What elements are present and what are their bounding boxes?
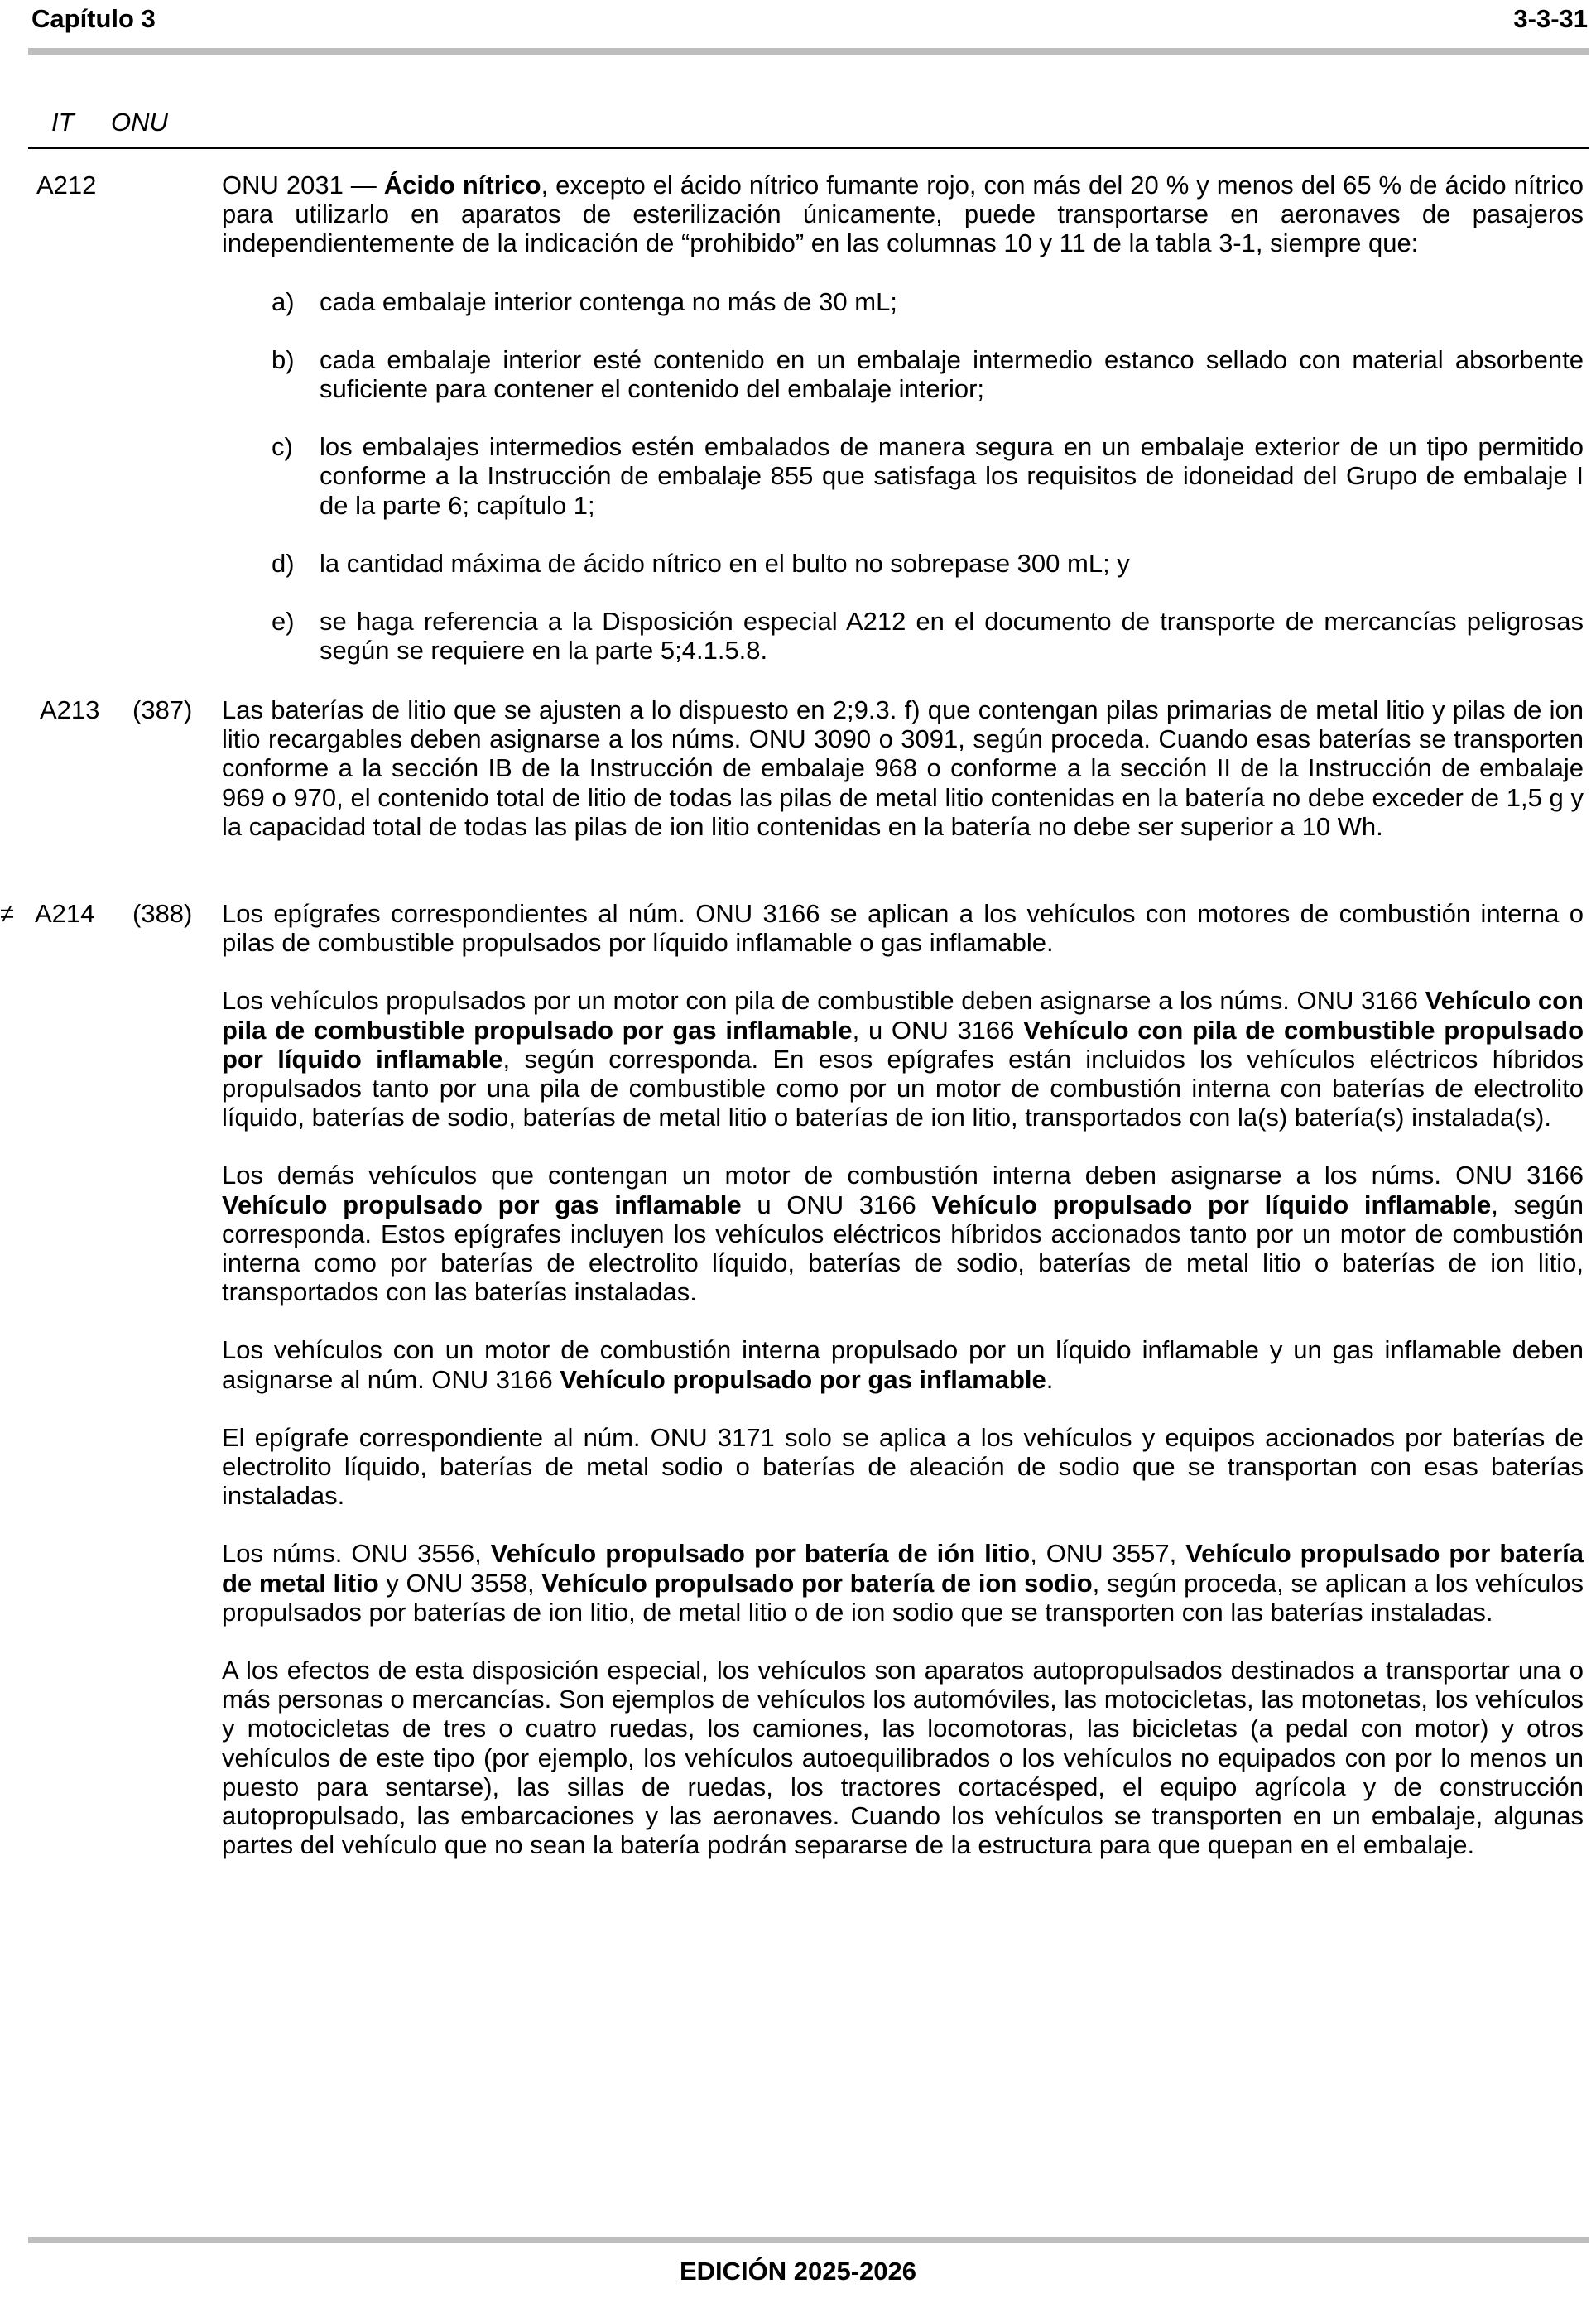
provision-code: A212 (36, 171, 97, 200)
un-number: (388) (132, 899, 193, 928)
paragraph: Los vehículos propulsados por un motor con pila de combustible deben asignarse a los núms. ONU 3166 Vehículo con pila de combustible propulsado por gas inflamable, u ONU 3166 Vehículo con pila de combustible propulsado por líquido inflamable, según corresponda. En esos epígrafes están incluidos los vehículos eléctricos híbridos propulsados tanto por una pila de combustible como por un motor de combustión interna con baterías de electrolito líquido, baterías de sodio, baterías de metal litio o baterías de ion litio, transportados con la(s) batería(s) instalada(s). (222, 986, 1584, 1132)
paragraph: Los demás vehículos que contengan un motor de combustión interna deben asignarse a los núms. ONU 3166 Vehículo propulsado por gas inflamable u ONU 3166 Vehículo propulsado por líquido inflamable, según corresponda. Estos epígrafes incluyen los vehículos eléctricos híbridos accionados tanto por un motor de combustión interna como por baterías de electrolito líquido, baterías de sodio, baterías de metal litio o baterías de ion litio, transportados con las baterías instaladas. (222, 1161, 1584, 1307)
column-head-onu: ONU (111, 108, 168, 137)
column-head-rule (28, 147, 1589, 149)
paragraph: A los efectos de esta disposición especial, los vehículos son aparatos autopropulsados destinados a transportar una o más personas o mercancías. Son ejemplos de vehículos los automóviles, las motocicletas, las motonetas, los vehículos y motocicletas de tres o cuatro ruedas, los camiones, las locomotoras, las bicicletas (a pedal con motor) y otros vehículos de este tipo (por ejemplo, los vehículos autoequilibrados o los vehículos no equipados con por lo menos un puesto para sentarse), las sillas de ruedas, los tractores cortacésped, el equipo agrícola y de construcción autopropulsado, las embarcaciones y las aeronaves. Cuando los vehículos se transporten en un embalaje, algunas partes del vehículo que no sean la batería podrán separarse de la estructura para que quepan en el embalaje. (222, 1656, 1584, 1860)
provision-body (222, 899, 1584, 1888)
list-item: d) la cantidad máxima de ácido nítrico en el bulto no sobrepase 300 mL; y (272, 548, 1130, 578)
chapter-title: Capítulo 3 (31, 4, 156, 33)
list-item: a) cada embalaje interior contenga no más de 30 mL; (272, 286, 897, 316)
un-number: (387) (132, 695, 193, 724)
change-mark: ≠ (0, 899, 15, 928)
list-item: b) cada embalaje interior esté contenido en un embalaje intermedio estanco sellado con material absorbente suficiente para contener el contenido del embalaje interior; (272, 344, 1584, 404)
list-item: c) los embalajes intermedios estén embalados de manera segura en un embalaje exterior de un tipo permitido conforme a la Instrucción de embalaje 855 que satisfaga los requisitos de idoneidad del Grupo de embalaje I de la parte 6; capítulo 1; (272, 432, 1584, 520)
paragraph: Los epígrafes correspondientes al núm. ONU 3166 se aplican a los vehículos con motores de combustión interna o pilas de combustible propulsados por líquido inflamable o gas inflamable. (222, 899, 1584, 958)
list-item: e) se haga referencia a la Disposición especial A212 en el documento de transporte de mercancías peligrosas según se requiere en la parte 5;4.1.5.8. (272, 607, 1584, 666)
page-number: 3-3-31 (1513, 4, 1588, 33)
provision-code: A214 (35, 899, 95, 928)
paragraph: Los núms. ONU 3556, Vehículo propulsado por batería de ión litio, ONU 3557, Vehículo propulsado por batería de metal litio y ONU 3558, Vehículo propulsado por batería de ion sodio, según proceda, se aplican a los vehículos propulsados por baterías de ion litio, de metal litio o de ion sodio que se transporten con las baterías instaladas. (222, 1539, 1584, 1627)
header-rule (28, 48, 1589, 55)
column-head-it: IT (51, 108, 75, 137)
paragraph: Los vehículos con un motor de combustión interna propulsado por un líquido inflamable y un gas inflamable deben asignarse al núm. ONU 3166 Vehículo propulsado por gas inflamable. (222, 1335, 1584, 1394)
provision-intro: ONU 2031 — Ácido nítrico, excepto el ácido nítrico fumante rojo, con más del 20 % y menos del 65 % de ácido nítrico para utilizarlo en aparatos de esterilización únicamente, puede transportarse en aeronaves de pasajeros independientemente de la indicación de “prohibido” en las columnas 10 y 11 de la tabla 3-1, siempre que: (222, 171, 1584, 258)
provision-body (222, 695, 1584, 870)
provision-code: A213 (40, 695, 100, 724)
provision-text: Las baterías de litio que se ajusten a lo dispuesto en 2;9.3. f) que contengan pilas primarias de metal litio y pilas de ion litio recargables deben asignarse a los núms. ONU 3090 o 3091, según proceda. Cuando esas baterías se transporten conforme a la sección IB de la Instrucción de embalaje 968 o conforme a la sección II de la Instrucción de embalaje 969 o 970, el contenido total de litio de todas las pilas de metal litio contenidas en la batería no debe exceder de 1,5 g y la capacidad total de todas las pilas de ion litio contenidas en la batería no debe ser superior a 10 Wh. (222, 695, 1584, 841)
provision-body (222, 171, 1584, 694)
footer-rule (28, 2237, 1589, 2243)
edition-label: EDICIÓN 2025-2026 (679, 2257, 917, 2286)
paragraph: El epígrafe correspondiente al núm. ONU 3171 solo se aplica a los vehículos y equipos accionados por baterías de electrolito líquido, baterías de metal sodio o baterías de aleación de sodio que se transportan con esas baterías instaladas. (222, 1422, 1584, 1511)
